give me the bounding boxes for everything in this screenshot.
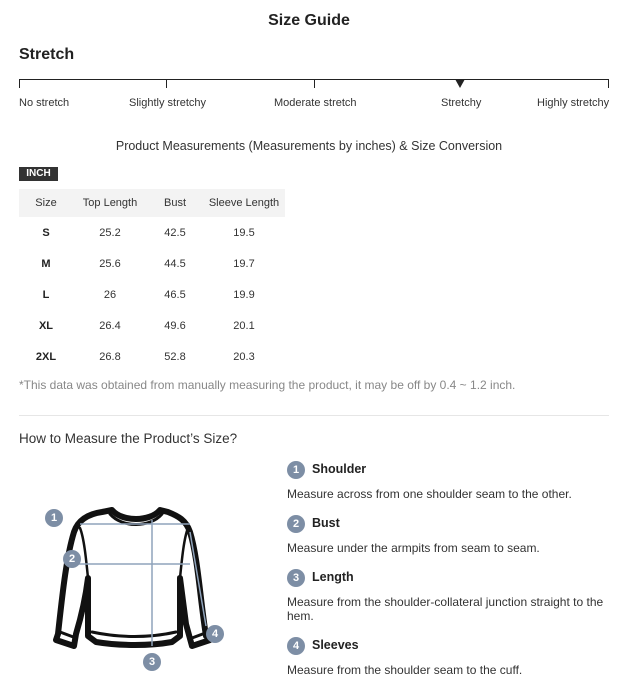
sweater-diagram-icon (40, 498, 235, 678)
diagram-marker-length: 3 (143, 653, 161, 671)
bust-cell: 52.8 (164, 350, 186, 363)
header-sleeve-length: Sleeve Length (203, 189, 285, 217)
stretch-label-moderate-stretch: Moderate stretch (274, 97, 357, 109)
top-length-cell: 25.6 (99, 257, 121, 270)
stretch-heading: Stretch (19, 46, 75, 63)
stretch-label-no-stretch: No stretch (19, 97, 70, 109)
page-title: Size Guide (268, 12, 350, 29)
tip-desc-bust: Measure under the armpits from seam to seam. (287, 541, 540, 555)
table-row (19, 248, 285, 279)
table-header-row (19, 189, 285, 217)
bust-cell: 44.5 (164, 257, 186, 270)
tip-title-sleeves: Sleeves (312, 638, 359, 652)
sleeve-length-cell: 20.1 (233, 319, 255, 332)
sleeve-length-cell: 19.5 (233, 226, 255, 239)
size-table (19, 189, 285, 372)
tip-number-badge: 4 (287, 637, 305, 655)
header-top-length: Top Length (73, 189, 147, 217)
sleeve-length-cell: 19.7 (233, 257, 255, 270)
bust-cell: 49.6 (164, 319, 186, 332)
diagram-marker-sleeves: 4 (206, 625, 224, 643)
stretch-tick-slightly-stretchy (166, 79, 167, 88)
table-row (19, 341, 285, 372)
stretch-tick-no-stretch (19, 79, 20, 88)
table-row (19, 217, 285, 248)
top-length-cell: 26.4 (99, 319, 121, 332)
tip-number-badge: 2 (287, 515, 305, 533)
tip-title-shoulder: Shoulder (312, 462, 367, 476)
tip-number-badge: 3 (287, 569, 305, 587)
bust-cell: 42.5 (164, 226, 186, 239)
table-row (19, 279, 285, 310)
how-to-measure-heading: How to Measure the Product’s Size? (19, 431, 238, 446)
size-cell: M (41, 257, 51, 270)
top-length-cell: 25.2 (99, 226, 121, 239)
measurements-heading: Product Measurements (Measurements by inches) & Size Conversion (115, 139, 503, 153)
stretch-label-stretchy: Stretchy (441, 97, 482, 109)
stretch-tick-moderate-stretch (314, 79, 315, 88)
tip-title-bust: Bust (312, 516, 340, 530)
top-length-cell: 26.8 (99, 350, 121, 363)
tip-number-badge: 1 (287, 461, 305, 479)
bust-cell: 46.5 (164, 288, 186, 301)
diagram-marker-shoulder: 1 (45, 509, 63, 527)
tip-desc-length: Measure from the shoulder-collateral junction straight to the hem. (287, 595, 604, 623)
tip-title-length: Length (312, 570, 354, 584)
header-size: Size (19, 189, 73, 217)
table-row (19, 310, 285, 341)
size-cell: XL (38, 319, 54, 332)
size-cell: S (42, 226, 50, 239)
header-bust: Bust (147, 189, 203, 217)
stretch-label-highly-stretchy: Highly stretchy (537, 97, 610, 109)
diagram-marker-bust: 2 (63, 550, 81, 568)
section-divider (19, 415, 609, 416)
sleeve-length-cell: 19.9 (233, 288, 255, 301)
stretch-tick-highly-stretchy (608, 79, 609, 88)
size-cell: 2XL (35, 350, 57, 363)
stretch-selected-marker-icon (455, 79, 465, 88)
top-length-cell: 26 (103, 288, 117, 301)
tip-desc-sleeves: Measure from the shoulder seam to the cuff. (287, 663, 523, 677)
tip-desc-shoulder: Measure across from one shoulder seam to the other. (287, 487, 572, 501)
size-cell: L (42, 288, 50, 301)
measurement-disclaimer: *This data was obtained from manually measuring the product, it may be off by 0.4 ~ 1.2 inch. (19, 378, 516, 392)
stretch-label-slightly-stretchy: Slightly stretchy (129, 97, 207, 109)
sleeve-length-cell: 20.3 (233, 350, 255, 363)
unit-badge: INCH (19, 167, 58, 181)
